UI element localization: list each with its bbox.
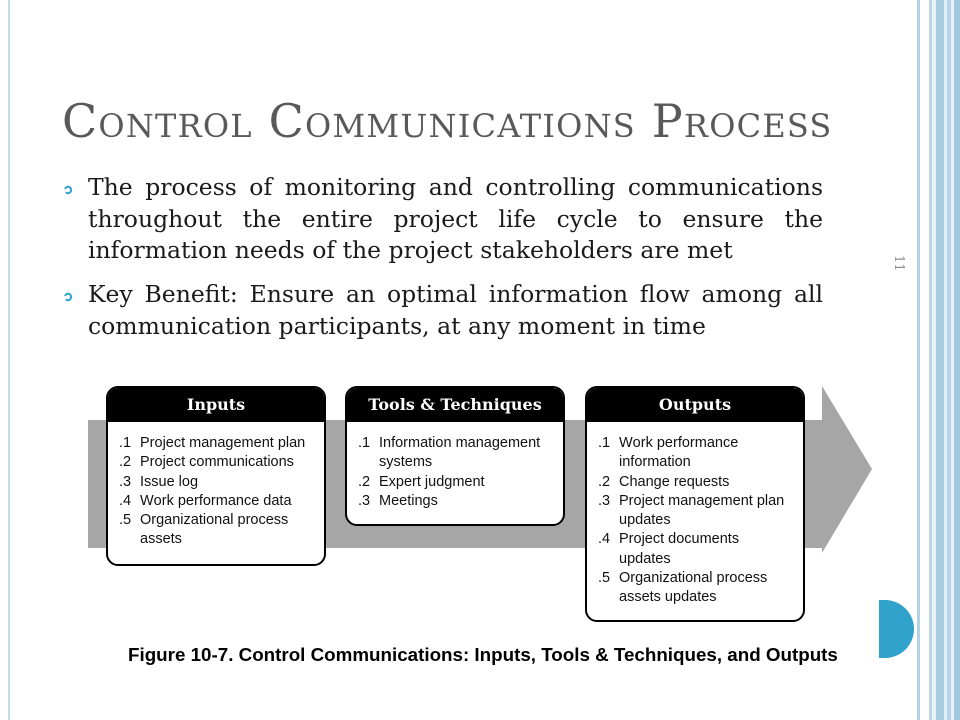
item-text: Change requests [619,473,730,490]
item-number: .4 [598,531,611,548]
list-item [598,473,803,492]
inputs-box [106,386,326,566]
list-item [598,569,803,608]
slide-title: Control Communications Process [62,94,833,148]
item-number: .3 [358,492,371,509]
list-item [358,492,563,511]
slide-number: 11 [891,255,906,272]
outputs-list [587,422,803,608]
list-item [119,492,324,511]
inputs-list [108,422,324,550]
bullet-text: Key Benefit: Ensure an optimal information flow among all communication participants, at any moment in time [88,280,823,340]
outputs-header: Outputs [587,388,803,422]
tools-techniques-box [345,386,565,526]
list-item [119,473,324,492]
item-text: Project communications [140,454,294,471]
tools-techniques-list [347,422,563,511]
list-item [119,434,324,453]
figure-caption: Figure 10-7. Control Communications: Inputs, Tools & Techniques, and Outputs [128,644,838,665]
list-item [358,434,563,473]
item-text: Project management plan [140,435,306,451]
item-number: .5 [119,512,132,529]
item-number: .2 [598,473,611,490]
item-number: .3 [598,492,611,509]
item-number: .1 [119,435,132,451]
item-number: .1 [598,435,611,451]
item-text: Work performance data [140,492,292,509]
tools-techniques-header: Tools & Techniques [347,388,563,422]
list-item [598,434,803,473]
item-text: Expert judgment [379,473,485,490]
item-number: .3 [119,473,132,490]
item-number: .4 [119,492,132,509]
inputs-header: Inputs [108,388,324,422]
list-item [119,511,324,550]
item-text: Work performance information [619,435,739,471]
item-text: Meetings [379,492,438,509]
item-number: .5 [598,570,611,587]
bullet-text: The process of monitoring and controlling communications throughout the entire project life cycle to ensure the information needs of the project stakeholders are met [88,173,823,264]
item-number: .1 [358,435,371,451]
item-text: Organizational process assets updates [619,570,768,606]
list-item [119,453,324,472]
list-item [598,492,803,531]
item-text: Information management systems [379,435,541,471]
item-text: Organizational process assets [140,512,289,548]
item-text: Project documents updates [619,531,740,567]
outputs-box [585,386,805,622]
item-text: Issue log [140,473,199,490]
list-item [358,473,563,492]
list-item [598,530,803,569]
item-number: .2 [358,473,371,490]
item-number: .2 [119,454,132,471]
item-text: Project management plan updates [619,492,785,529]
